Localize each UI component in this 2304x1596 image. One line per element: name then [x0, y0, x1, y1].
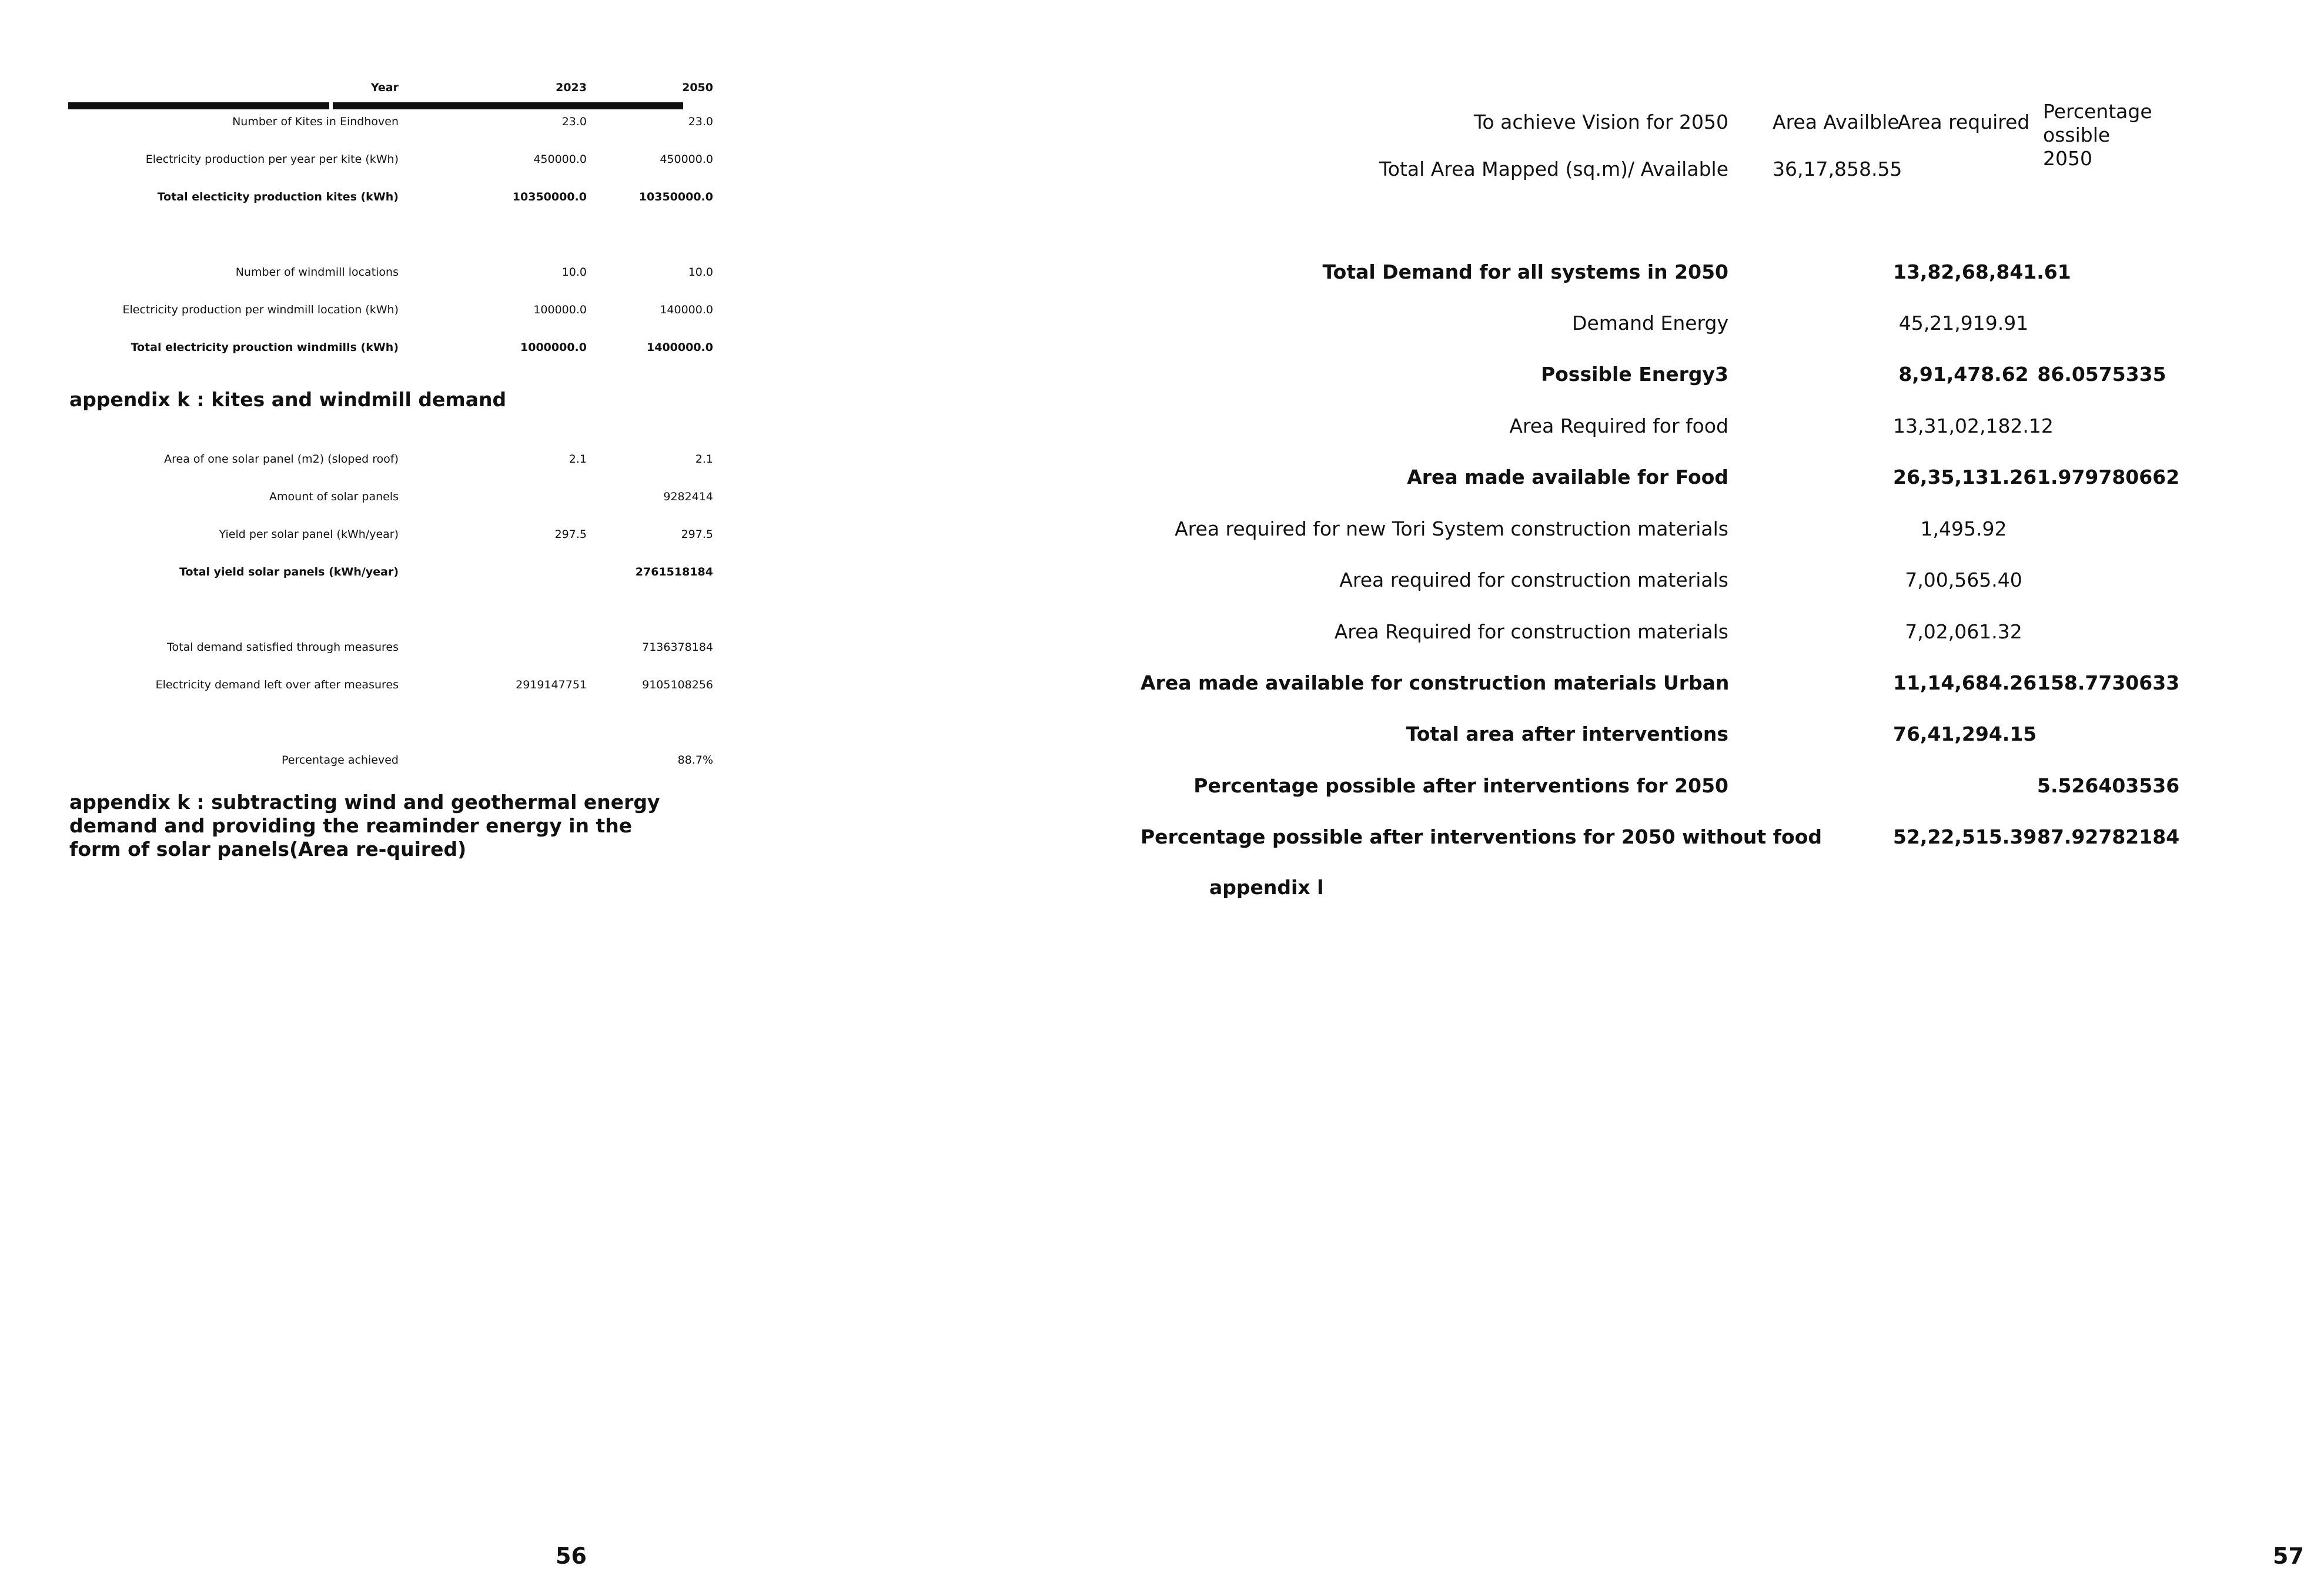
table-row [69, 665, 713, 703]
table-row [69, 741, 713, 778]
area-required-value: 8,91,478.62 [1898, 363, 2029, 386]
table-row [69, 140, 713, 178]
percentage-value: 87.92782184 [2037, 825, 2180, 848]
value-2050: 7136378184 [642, 641, 713, 654]
row-label: Area of one solar panel (m2) (sloped roof) [164, 453, 399, 466]
value-2023: 100000.0 [533, 303, 587, 316]
row-label: Demand Energy [1572, 312, 1728, 334]
value-2023: 297.5 [554, 528, 587, 541]
area-required-value: 26,35,131.26 [1893, 466, 2037, 488]
header-year: Year [370, 81, 399, 94]
value-2050: 88.7% [677, 754, 713, 767]
row-label: Number of windmill locations [235, 266, 399, 279]
row-label: Total yield solar panels (kWh/year) [179, 566, 399, 578]
value-2050: 2761518184 [635, 566, 713, 578]
value-2023: 10350000.0 [512, 190, 587, 203]
header-area-required: Area required [1897, 111, 2030, 133]
kites-windmill-table [69, 76, 713, 366]
right-page [1129, 0, 2304, 1596]
area-required-value: 13,82,68,841.61 [1893, 260, 2071, 283]
row-label: Area made available for construction materials Urban [1141, 671, 1730, 694]
appendix-l-caption: appendix l [1209, 876, 1324, 899]
value-2050: 1400000.0 [647, 341, 713, 354]
value-2050: 10.0 [688, 266, 713, 279]
row-label: Percentage possible after interventions for 2050 without food [1141, 825, 1822, 848]
percentage-value: 158.7730633 [2037, 671, 2180, 694]
solar-panel-table [69, 440, 713, 778]
value-2050: 10350000.0 [638, 190, 713, 203]
value-2023: 1000000.0 [520, 341, 587, 354]
percentage-value: 1.979780662 [2037, 466, 2180, 488]
table-row [69, 253, 713, 290]
percentage-value: 5.526403536 [2037, 774, 2180, 797]
row-label: Area required for construction materials [1339, 568, 1728, 591]
header-2050: 2050 [682, 81, 713, 94]
area-required-value: 45,21,919.91 [1898, 312, 2029, 334]
value-2023: 2919147751 [516, 678, 587, 691]
table-row [69, 102, 713, 140]
left-page [0, 0, 1129, 1596]
value-2050: 140000.0 [660, 303, 713, 316]
table-row [69, 440, 713, 477]
row-label: Total electricity prouction windmills (kWh) [131, 341, 399, 354]
row-label: Total demand satisfied through measures [167, 641, 399, 654]
table-row [1129, 312, 2258, 347]
table-row [1129, 466, 2258, 501]
value-2050: 450000.0 [660, 153, 713, 166]
header-2023: 2023 [556, 81, 587, 94]
header-area-available: Area Availble [1773, 111, 1900, 133]
table-row [1129, 363, 2258, 398]
row-label: Total Area Mapped (sq.m)/ Available [1379, 158, 1728, 180]
row-label: Total Demand for all systems in 2050 [1322, 260, 1728, 283]
row-label: Amount of solar panels [269, 490, 399, 503]
row-label: Number of Kites in Eindhoven [232, 115, 399, 128]
table-row [69, 328, 713, 366]
percentage-value: 86.0575335 [2037, 363, 2166, 386]
table-row [1129, 774, 2258, 809]
header-vision: To achieve Vision for 2050 [1473, 111, 1728, 133]
value-2023: 10.0 [561, 266, 587, 279]
row-label: Area Required for construction materials [1334, 620, 1728, 643]
appendix-k-solar-caption: appendix k : subtracting wind and geothermal energy demand and providing the reaminder energy in the form of solar panels(Area re-quired) [69, 791, 660, 861]
row-label: Electricity production per windmill location (kWh) [122, 303, 399, 316]
row-label: Electricity production per year per kite (kWh) [145, 153, 399, 166]
table-row [1129, 825, 2258, 861]
table-row [1129, 260, 2258, 296]
row-label: Percentage possible after interventions for 2050 [1193, 774, 1728, 797]
table-row [1129, 158, 2258, 193]
table-row [69, 477, 713, 515]
area-required-value: 7,00,565.40 [1905, 568, 2022, 591]
table-row [1129, 568, 2258, 604]
row-label: Area Required for food [1509, 414, 1728, 437]
row-label: Percentage achieved [281, 754, 399, 767]
value-2023: 2.1 [569, 453, 587, 466]
area-available-value: 36,17,858.55 [1773, 158, 1902, 180]
area-required-value: 52,22,515.39 [1893, 825, 2037, 848]
table-row [69, 178, 713, 215]
table-row [1129, 722, 2258, 758]
value-2023: 23.0 [561, 115, 587, 128]
area-required-value: 1,495.92 [1920, 517, 2007, 540]
table-row [69, 703, 687, 741]
page-number: 56 [556, 1543, 587, 1569]
area-required-value: 11,14,684.26 [1893, 671, 2037, 694]
table-row [1129, 414, 2258, 450]
row-label: Total electicity production kites (kWh) [157, 190, 399, 203]
area-required-value: 13,31,02,182.12 [1893, 414, 2054, 437]
table-row [69, 290, 713, 328]
table-header-row [69, 76, 713, 102]
value-2050: 297.5 [681, 528, 713, 541]
row-label: Electricity demand left over after measures [155, 678, 399, 691]
page-number: 57 [2273, 1543, 2304, 1569]
appendix-k-caption: appendix k : kites and windmill demand [69, 388, 507, 411]
table-row [1129, 517, 2258, 553]
value-2050: 2.1 [695, 453, 713, 466]
area-required-value: 7,02,061.32 [1905, 620, 2022, 643]
table-row [69, 628, 713, 665]
table-row [69, 590, 687, 628]
value-2023: 450000.0 [533, 153, 587, 166]
area-required-value: 76,41,294.15 [1893, 722, 2037, 745]
table-row [69, 553, 713, 590]
row-label: Total area after interventions [1406, 722, 1728, 745]
table-row [1129, 620, 2258, 655]
value-2050: 23.0 [688, 115, 713, 128]
value-2050: 9282414 [663, 490, 713, 503]
row-label: Area made available for Food [1407, 466, 1728, 488]
table-row [1129, 671, 2258, 707]
row-label: Area required for new Tori System construction materials [1175, 517, 1728, 540]
header-percentage: Percentage ossible 2050 [2043, 100, 2152, 170]
value-2050: 9105108256 [642, 678, 713, 691]
table-row [69, 215, 687, 253]
row-label: Possible Energy3 [1540, 363, 1728, 386]
table-row [69, 515, 713, 553]
row-label: Yield per solar panel (kWh/year) [219, 528, 399, 541]
